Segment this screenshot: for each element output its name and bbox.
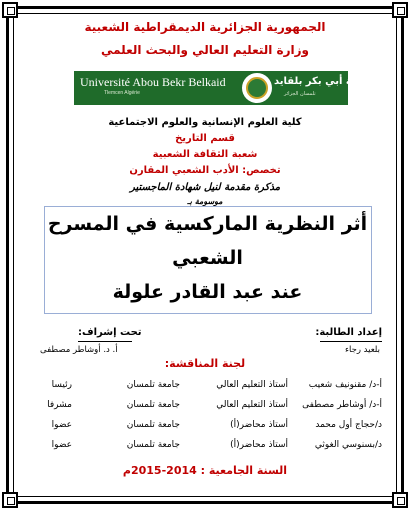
member-name: أ-د/ مقنونيف شعيب [308,380,382,390]
supervisor-name: أ. د. أوشاطر مصطفى [40,345,118,355]
degree-statement: مذكرة مقدمة لنيل شهادة الماجستير [129,182,281,193]
member-name: د/حجاج أول محمد [315,420,382,430]
thesis-title-box [44,206,372,314]
member-university: جامعة تلمسان [126,440,180,450]
specialty-name: تخصص: الأدب الشعبي المقارن [129,165,281,176]
university-logo-banner [74,71,375,105]
thesis-title-line-1: أثر النظرية الماركسية في المسرح [47,213,368,235]
university-name-ar: جامعة أبي بكر بلقايد [274,76,375,87]
member-role: عضوا [51,440,72,450]
university-name-fr: Université Abou Bekr Belkaid [80,75,226,89]
student-name: بلعيد رجاء [345,345,380,355]
supervisor-label-underline [78,341,132,342]
branch-name: شعبة الثقافة الشعبية [152,149,258,160]
member-rank: أستاذ محاضر(أ) [230,440,288,450]
supervisor-label: تحت إشراف: [78,327,142,338]
member-rank: أستاذ التعليم العالي [216,380,288,390]
member-role: مشرفا [47,400,72,410]
ministry-heading: وزارة التعليم العالي والبحث العلمي [100,43,310,57]
thesis-title-line-2: الشعبي [172,247,243,269]
member-university: جامعة تلمسان [126,380,180,390]
faculty-name: كلية العلوم الإنسانية والعلوم الاجتماعية [108,117,302,128]
member-university: جامعة تلمسان [126,420,180,430]
corner-ornament [2,2,18,18]
academic-year: السنة الجامعية : 2014-2015م [122,464,288,477]
corner-ornament [392,492,408,508]
university-emblem-icon [242,73,272,103]
thesis-title-line-3: عند عبد القادر علولة [112,281,303,303]
title-intro: موسومة بـ [187,197,223,206]
corner-ornament [2,492,18,508]
member-role: عضوا [51,420,72,430]
member-role: رئيسا [51,380,72,390]
member-name: أ-د/ أوشاطر مصطفى [302,400,382,410]
committee-heading: لجنة المناقشة: [164,357,246,370]
student-label-underline [320,341,382,342]
university-city-ar: تلمسان الجزائر [284,91,316,97]
university-city-fr: Tlemcen Algérie [104,90,140,96]
member-university: جامعة تلمسان [126,400,180,410]
republic-heading: الجمهورية الجزائرية الديمقراطية الشعبية [84,20,326,34]
member-name: د/بسنوسي الغوثي [314,440,382,450]
student-label: إعداد الطالبة: [315,327,382,338]
member-rank: أستاذ التعليم العالي [216,400,288,410]
member-rank: أستاذ محاضر(أ) [230,420,288,430]
department-name: قسم التاريخ [175,133,235,144]
corner-ornament [392,2,408,18]
